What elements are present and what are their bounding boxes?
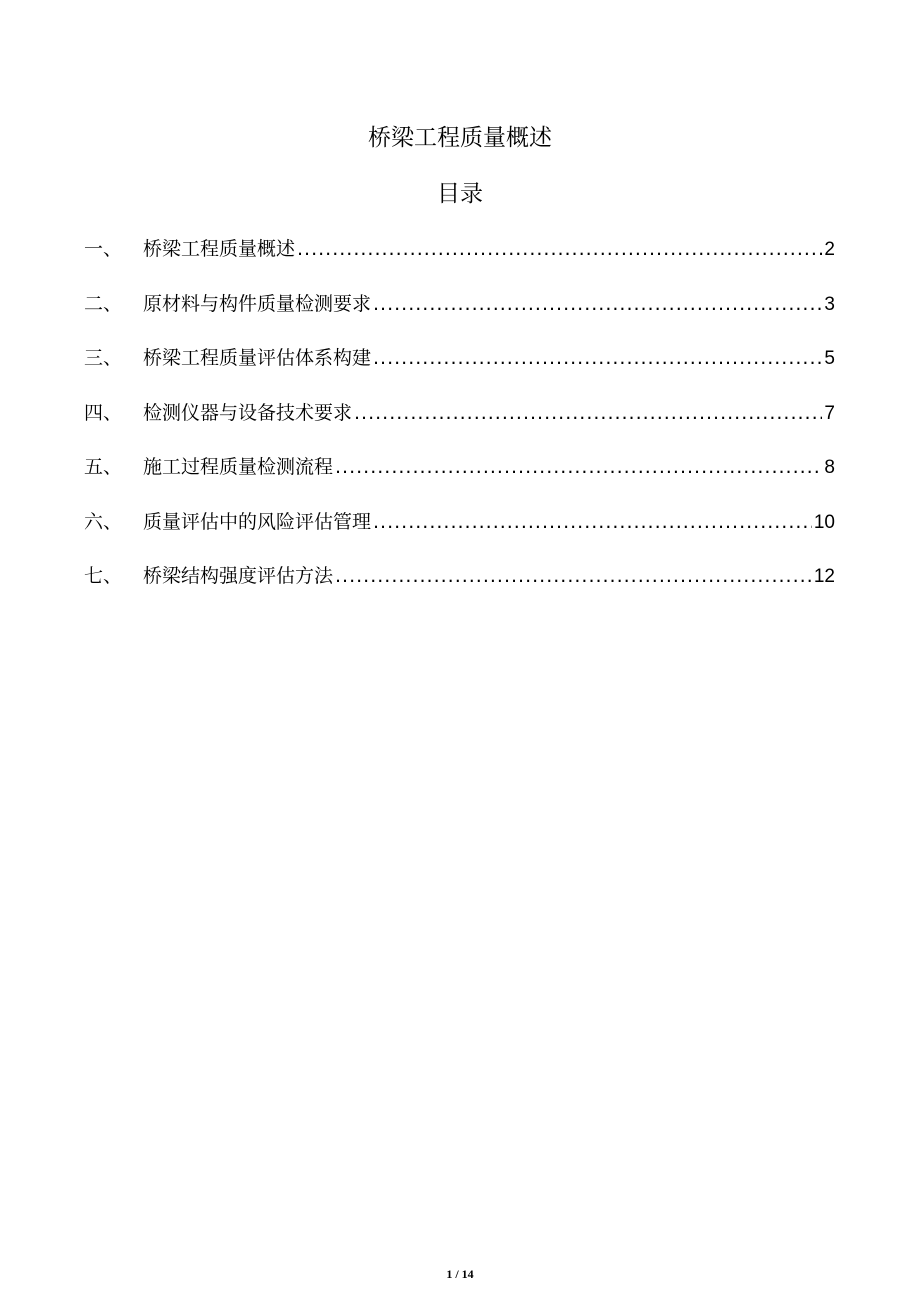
toc-entry[interactable] <box>84 236 835 263</box>
toc-entry[interactable] <box>84 400 835 427</box>
toc-entry-page: 3 <box>824 293 835 315</box>
toc-entry[interactable] <box>84 509 835 536</box>
toc-dot-leader <box>335 454 822 481</box>
toc-heading: 目录 <box>437 181 483 207</box>
toc-dot-leader <box>373 291 822 318</box>
toc-entry-page: 10 <box>813 511 835 533</box>
toc-entry-page: 12 <box>813 566 835 587</box>
toc-dot-leader <box>373 345 822 372</box>
toc-dot-leader <box>373 509 812 536</box>
toc-entry-title[interactable]: 桥梁工程质量概述 <box>143 238 296 260</box>
toc-entry[interactable] <box>84 345 835 372</box>
toc-entry-page: 5 <box>824 348 835 369</box>
table-of-contents <box>84 236 835 618</box>
toc-entry-number: 四、 <box>84 401 123 424</box>
toc-entry-page: 7 <box>824 402 835 424</box>
toc-dot-leader <box>335 563 812 590</box>
page-number-footer: 1 / 14 <box>446 1267 474 1281</box>
toc-entry-number: 六、 <box>84 510 123 533</box>
toc-entry[interactable] <box>84 454 835 481</box>
toc-entry-title[interactable]: 质量评估中的风险评估管理 <box>143 510 372 533</box>
document-title: 桥梁工程质量概述 <box>368 125 552 151</box>
toc-entry-title[interactable]: 施工过程质量检测流程 <box>143 456 334 478</box>
toc-entry-number: 二、 <box>84 292 123 315</box>
toc-entry-page: 2 <box>824 239 835 260</box>
toc-entry-page: 8 <box>824 457 835 478</box>
toc-entry-number: 五、 <box>84 456 123 478</box>
toc-entry-title[interactable]: 原材料与构件质量检测要求 <box>143 292 372 315</box>
toc-entry-title[interactable]: 检测仪器与设备技术要求 <box>143 401 353 424</box>
toc-entry-title[interactable]: 桥梁工程质量评估体系构建 <box>143 347 372 369</box>
toc-entry-title[interactable]: 桥梁结构强度评估方法 <box>143 565 334 587</box>
toc-entry[interactable] <box>84 563 835 590</box>
toc-dot-leader <box>297 236 822 263</box>
toc-dot-leader <box>354 400 822 427</box>
toc-entry[interactable] <box>84 291 835 318</box>
toc-entry-number: 一、 <box>84 238 123 260</box>
toc-entry-number: 三、 <box>84 347 123 369</box>
toc-entry-number: 七、 <box>84 565 123 587</box>
